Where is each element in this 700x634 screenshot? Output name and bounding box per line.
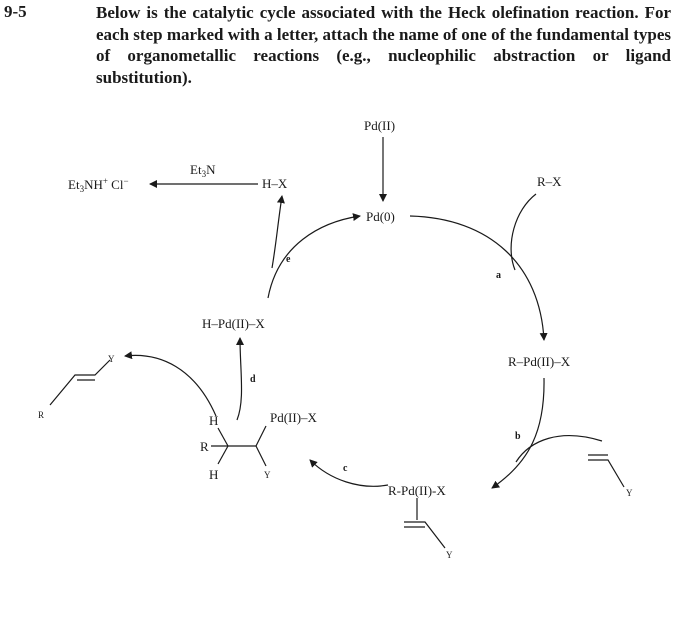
label-alkene-y: Y [626, 488, 633, 498]
label-r-pd-x: R–Pd(II)–X [508, 354, 571, 369]
alkyl-bond-h-bottom [218, 446, 228, 464]
label-product-r: R [38, 410, 45, 420]
label-ammonium-salt: $Et_3NH^+$ Cl− [68, 176, 129, 194]
label-et3n: $Et_3N$ [190, 162, 216, 179]
alkyl-bond-pd [256, 426, 266, 446]
label-alkyl-pd-x: Pd(II)–X [270, 410, 317, 425]
problem-number: 9-5 [4, 2, 27, 21]
alkyl-bond-h-top [218, 428, 228, 446]
problem-statement: Below is the catalytic cycle associated with the Heck olefination reaction. For each step marked with a letter, attach the name of one of the fundamental types of organometallic reactions (e.g., nucleophilic abstraction or ligand substitution). [96, 3, 671, 87]
label-r-x: R–X [537, 174, 562, 189]
step-a-arrow [410, 216, 544, 340]
label-alkyl-h-top: H [209, 413, 219, 428]
step-label-b: b [515, 431, 521, 442]
label-complex-y: Y [446, 550, 453, 560]
step-label-e: e [286, 254, 291, 265]
label-h-pd-x: H–Pd(II)–X [202, 316, 265, 331]
step-e-arrow [268, 216, 360, 298]
product-release-arrow [125, 355, 216, 416]
label-pd0: Pd(0) [366, 209, 395, 224]
label-alkyl-y: Y [264, 470, 271, 480]
alkene-reagent-bonds [588, 460, 624, 487]
step-label-a: a [496, 270, 501, 281]
label-product-y: Y [108, 354, 115, 364]
step-d-arrow [237, 338, 242, 420]
label-alkyl-h-bottom: H [209, 467, 219, 482]
step-label-c: c [343, 463, 348, 474]
h-x-outgoing-curve [272, 196, 282, 268]
product-bonds [50, 360, 110, 405]
label-pd2-top: Pd(II) [364, 118, 396, 133]
label-r-pd-x-complex: R-Pd(II)-X [388, 483, 446, 498]
label-h-x: H–X [262, 176, 288, 191]
complex-alkene-bonds [404, 522, 445, 548]
step-label-d: d [250, 374, 256, 385]
alkyl-bond-y [256, 446, 266, 466]
r-x-incoming-curve [511, 194, 536, 270]
label-alkyl-r: R [200, 439, 209, 454]
step-c-arrow [310, 460, 388, 486]
